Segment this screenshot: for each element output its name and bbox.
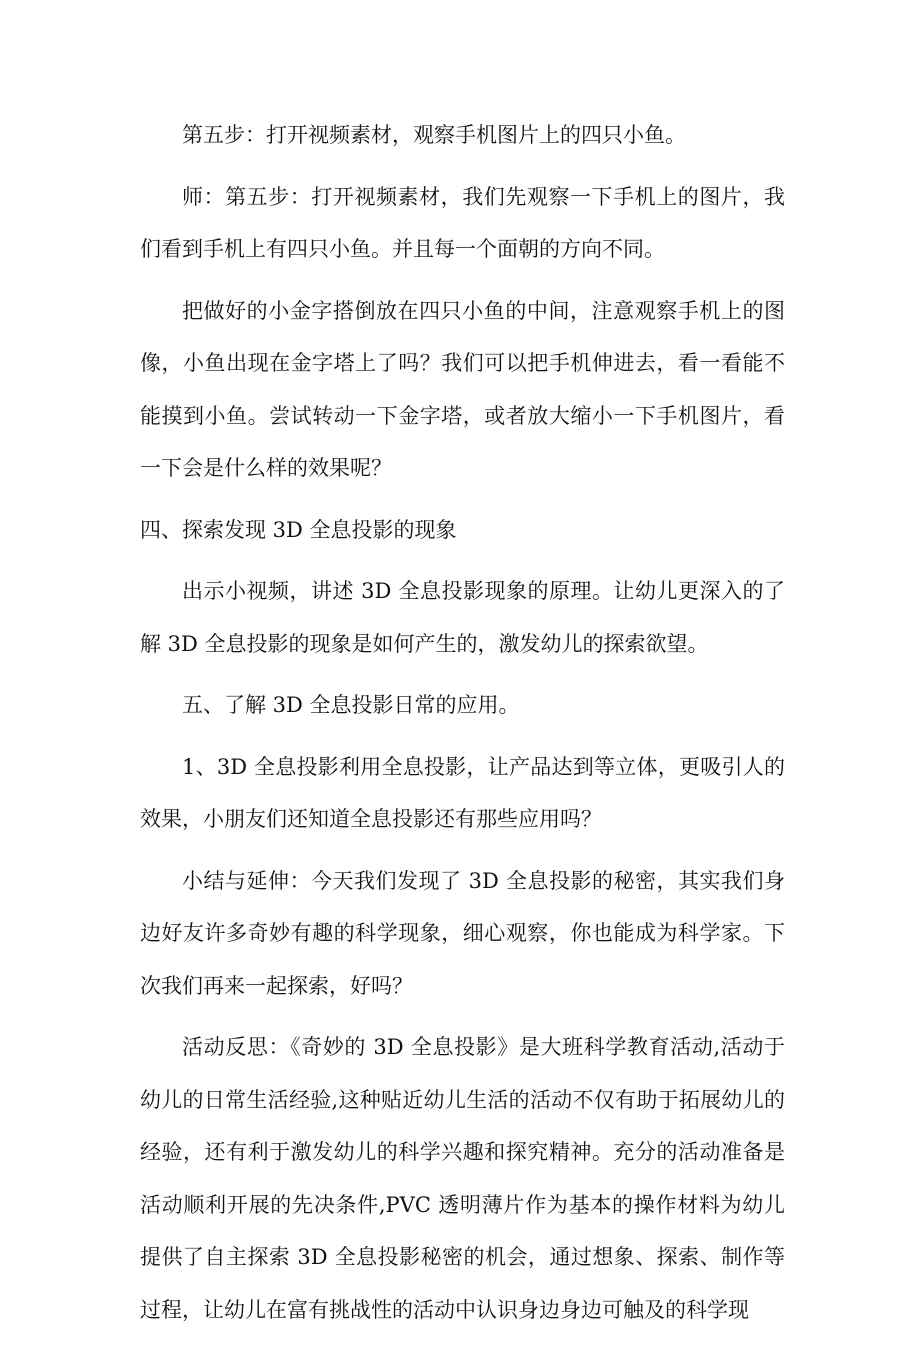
section-heading-four: 四、探索发现 3D 全息投影的现象 bbox=[140, 517, 457, 542]
document-page bbox=[140, 109, 785, 1345]
paragraph-step-five: 第五步：打开视频素材，观察手机图片上的四只小鱼。 bbox=[182, 123, 686, 147]
section-heading-five: 五、了解 3D 全息投影日常的应用。 bbox=[182, 693, 520, 717]
paragraph-reflection: 活动反思：《奇妙的 3D 全息投影》是大班科学教育活动,活动于幼儿的日常生活经验,这种贴近幼儿生活的活动不仅有助于拓展幼儿的经验，还有利于激发幼儿的科学兴趣和探究精神。充分的活动准备是活动顺利开展的先决条件,PVC 透明薄片作为基本的操作材料为幼儿提供了自主探索 3D 全息投影秘密的机会，通过想象、探索、制作等过程，让幼儿在富有挑战性的活动中认识身边身边可触及的科学现 bbox=[140, 1035, 785, 1322]
paragraph-teacher-step-five: 师：第五步：打开视频素材，我们先观察一下手机上的图片，我们看到手机上有四只小鱼。并且每一个面朝的方向不同。 bbox=[140, 184, 785, 261]
paragraph-pyramid-observation: 把做好的小金字搭倒放在四只小鱼的中间，注意观察手机上的图像，小鱼出现在金字塔上了吗？我们可以把手机伸进去，看一看能不能摸到小鱼。尝试转动一下金字塔，或者放大缩小一下手机图片，看一下会是什么样的效果呢？ bbox=[140, 298, 785, 480]
paragraph-video-principle: 出示小视频，讲述 3D 全息投影现象的原理。让幼儿更深入的了解 3D 全息投影的现象是如何产生的，激发幼儿的探索欲望。 bbox=[140, 579, 785, 656]
paragraph-application: 1、3D 全息投影利用全息投影，让产品达到等立体，更吸引人的效果，小朋友们还知道全息投影还有那些应用吗？ bbox=[140, 754, 785, 831]
paragraph-summary: 小结与延伸：今天我们发现了 3D 全息投影的秘密，其实我们身边好友许多奇妙有趣的科学现象，细心观察，你也能成为科学家。下次我们再来一起探索，好吗？ bbox=[140, 868, 785, 998]
